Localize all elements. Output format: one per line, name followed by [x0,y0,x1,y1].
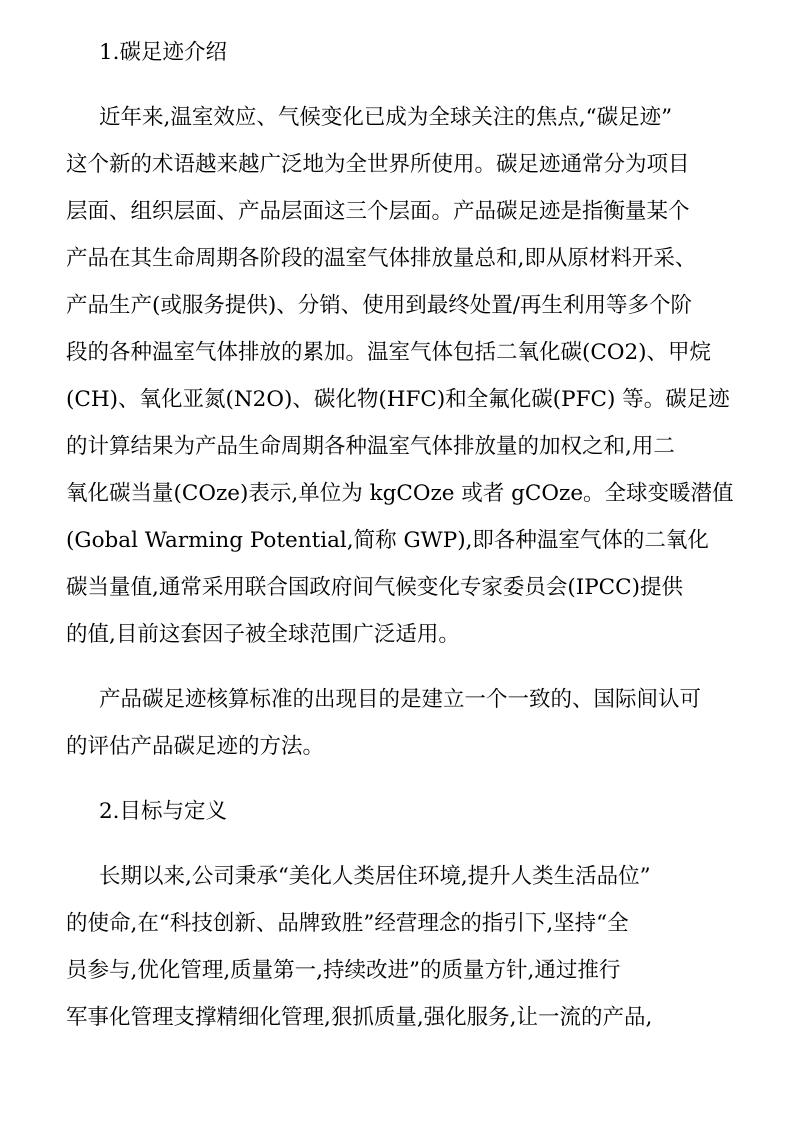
paragraph-line: 的评估产品碳足迹的方法。 [66,734,325,759]
paragraph-line: 长期以来,公司秉承“美化人类居住环境,提升人类生活品位” [99,864,651,889]
section-1-heading: 1.碳足迹介绍 [99,40,228,65]
paragraph-line: 层面、组织层面、产品层面这三个层面。产品碳足迹是指衡量某个 [66,199,690,224]
paragraph-line: 的使命,在“科技创新、品牌致胜”经营理念的指引下,坚持“全 [66,911,629,936]
paragraph-line: (Gobal Warming Potential,简称 GWP),即各种温室气体的二氧化 [66,528,709,553]
paragraph-line: 的值,目前这套因子被全球范围广泛适用。 [66,622,460,647]
paragraph-line: (CH)、氧化亚氮(N2O)、碳化物(HFC)和全氟化碳(PFC) 等。碳足迹 [66,387,730,412]
paragraph-line: 的计算结果为产品生命周期各种温室气体排放量的加权之和,用二 [66,434,675,459]
paragraph-line: 员参与,优化管理,质量第一,持续改进”的质量方针,通过推行 [66,958,621,983]
paragraph-line: 产品在其生命周期各阶段的温室气体排放量总和,即从原材料开采、 [66,246,697,271]
paragraph-line: 段的各种温室气体排放的累加。温室气体包括二氧化碳(CO2)、甲烷 [66,340,712,365]
paragraph-line: 产品生产(或服务提供)、分销、使用到最终处置/再生利用等多个阶 [66,293,693,318]
paragraph-line: 氧化碳当量(COze)表示,单位为 kgCOze 或者 gCOze。全球变暖潜值 [66,481,734,506]
paragraph-line: 碳当量值,通常采用联合国政府间气候变化专家委员会(IPCC)提供 [66,575,683,600]
paragraph-line: 产品碳足迹核算标准的出现目的是建立一个一致的、国际间认可 [99,687,702,712]
section-2-heading: 2.目标与定义 [99,799,228,824]
paragraph-line: 军事化管理支撑精细化管理,狠抓质量,强化服务,让一流的产品, [66,1005,653,1030]
paragraph-line: 这个新的术语越来越广泛地为全世界所使用。碳足迹通常分为项目 [66,152,690,177]
paragraph-line: 近年来,温室效应、气候变化已成为全球关注的焦点,“碳足迹” [99,105,673,130]
